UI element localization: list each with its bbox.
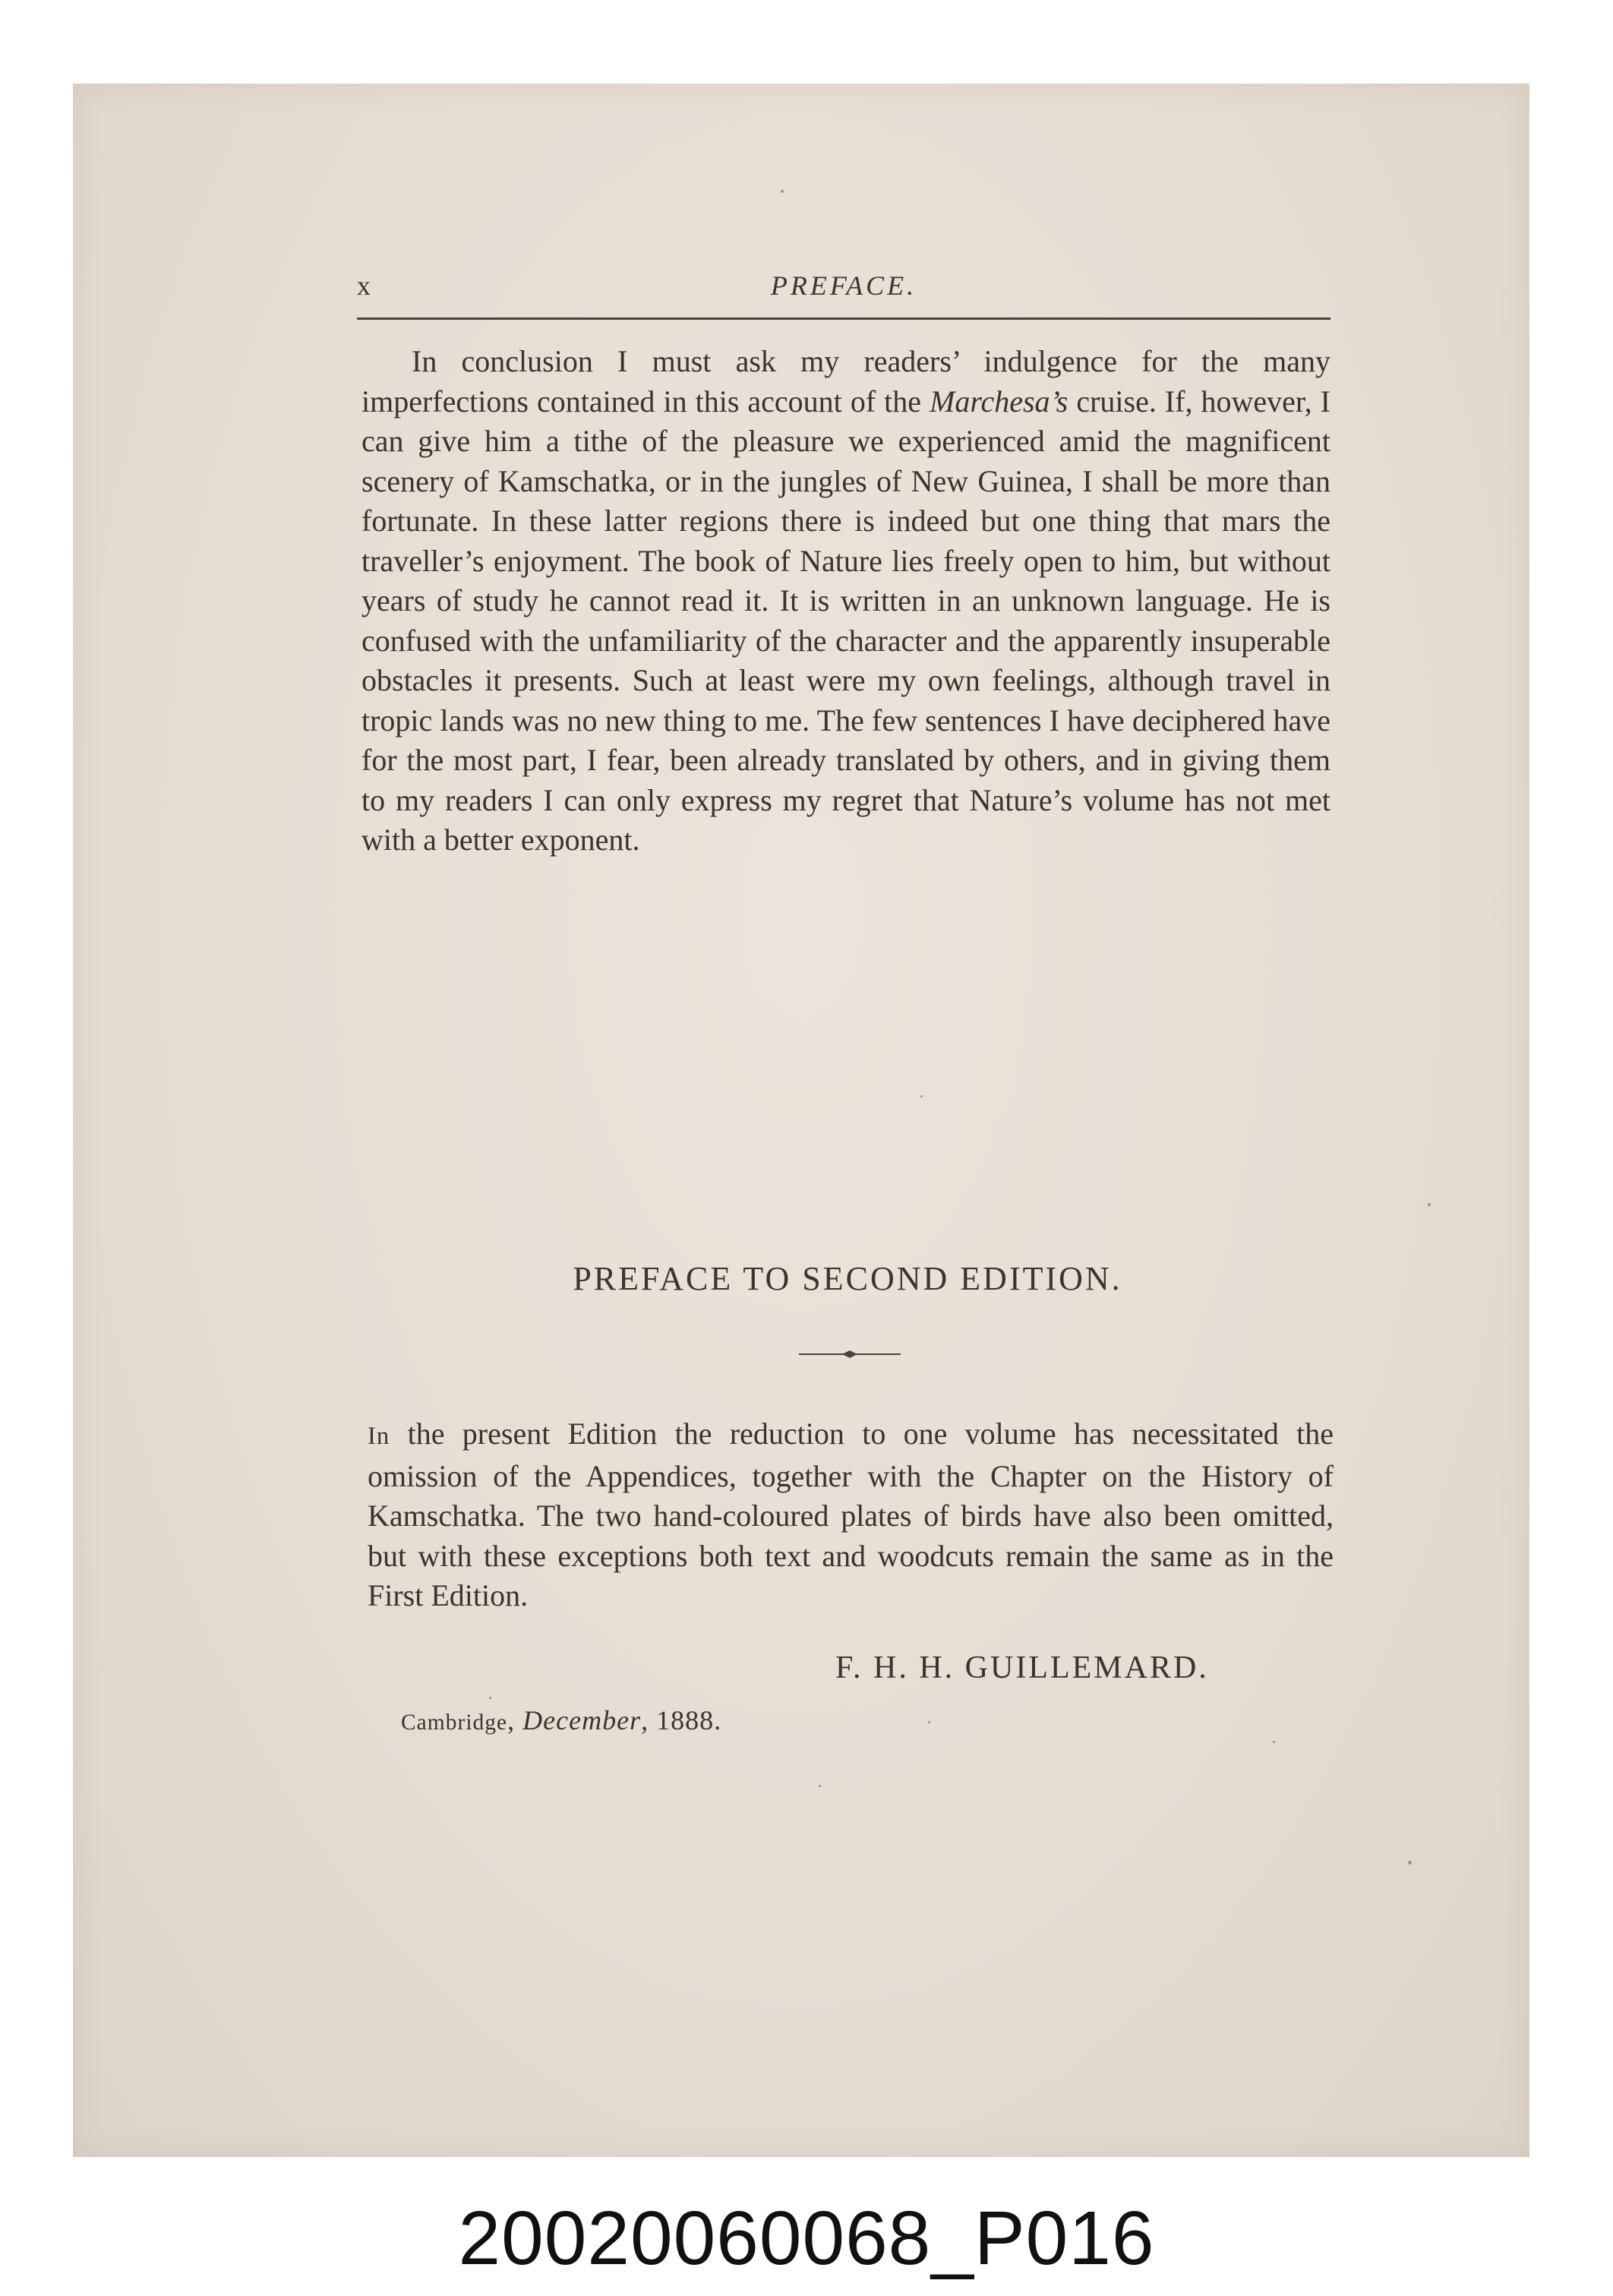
dateline: Cambridge, December, 1888. [401,1705,722,1735]
page-number: x [357,270,371,301]
author-signature: F. H. H. GUILLEMARD. [835,1650,1209,1685]
paragraph-text-start: In conclusion I must ask my readers’ indulgence for the many imperfections contained in this account of the [361,344,1330,418]
header-rule [357,317,1330,320]
place-name: Cambridge [401,1710,508,1735]
section-heading: PREFACE TO SECOND EDITION. [573,1260,1122,1297]
ornament-divider [799,1350,901,1358]
lead-word: In [368,1423,390,1450]
ship-name: Marchesa’s [930,384,1068,418]
running-head [357,270,1330,315]
date-year: , 1888. [641,1705,722,1735]
running-head-title: PREFACE. [770,270,917,301]
second-edition-paragraph [368,1414,1334,1616]
preface-conclusion-paragraph [361,342,1330,861]
date-month: December [522,1705,642,1735]
second-edition-text: the present Edition the reduction to one volume has necessitated the omission of the Appendices, together with the Chapter on the History of Kamschatka. The two hand-coloured plates of birds have also been omitted, but with these exceptions both text and woodcuts remain the same as in the First Edition. [368,1416,1334,1612]
paragraph-text-rest: cruise. If, however, I can give him a tithe of the pleasure we experienced amid the magnificent scenery of Kamschatka, or in the jungles of New Guinea, I shall be more than fortunate. In these latter regions there is indeed but one thing that mars the traveller’s enjoyment. The book of Nature lies freely open to him, but without years of study he cannot read it. It is written in an unknown language. He is confused with the unfamiliarity of the character and the apparently insuperable obstacles it presents. Such at least were my own feelings, although travel in tropic lands was no new thing to me. The few sentences I have deciphered have for the most part, I fear, been already translated by others, and in giving them to my readers I can only express my regret that Nature’s volume has not met with a better exponent. [361,384,1330,857]
catalog-id-label: 20020060068_P016 [458,2196,1155,2281]
